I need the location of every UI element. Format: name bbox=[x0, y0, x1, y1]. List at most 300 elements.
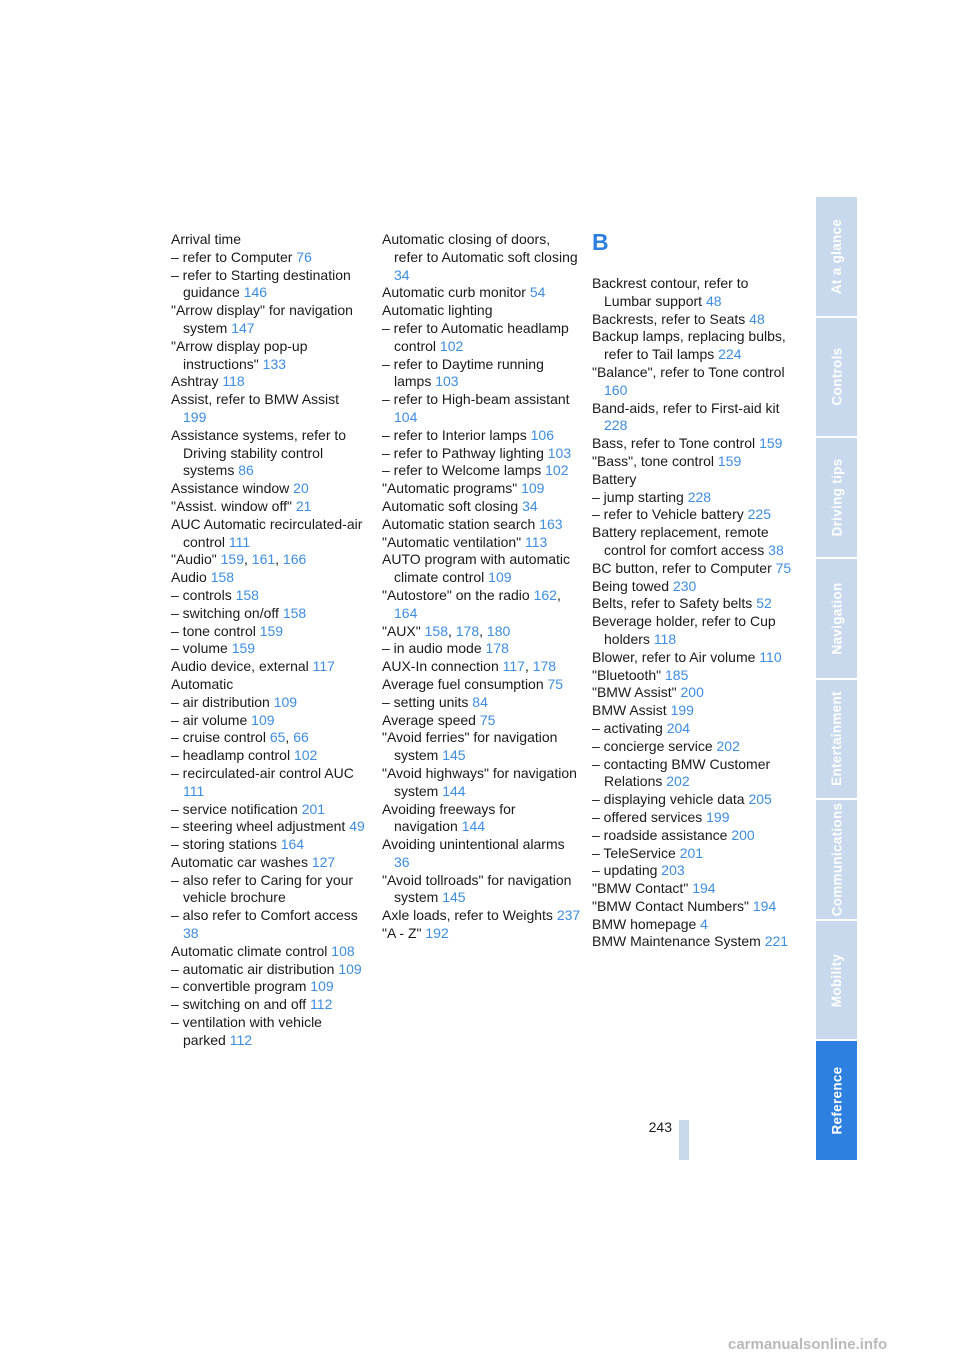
index-entry bbox=[382, 676, 582, 694]
index-entry bbox=[592, 862, 792, 880]
tab-label: Entertainment bbox=[829, 691, 845, 787]
index-entry bbox=[592, 916, 792, 934]
tab-label: Navigation bbox=[829, 582, 845, 655]
index-entry bbox=[382, 729, 582, 765]
page-reference-link[interactable]: 203 bbox=[661, 862, 685, 879]
page-reference-link[interactable]: 75 bbox=[479, 711, 496, 728]
index-entry bbox=[171, 854, 366, 872]
index-entry bbox=[171, 961, 366, 979]
index-entry-text: Average speed bbox=[382, 711, 480, 728]
page-number: 243 bbox=[648, 1119, 672, 1135]
index-entry-text: – refer to Starting destination guidance bbox=[171, 266, 351, 301]
page-reference-link[interactable]: 178 bbox=[485, 640, 509, 657]
index-entry-text: – recirculated-air control AUC bbox=[171, 764, 354, 781]
index-entry bbox=[592, 364, 792, 400]
tab-driving-tips[interactable] bbox=[816, 438, 857, 557]
index-entry bbox=[592, 649, 792, 667]
index-entry-text: Assist, refer to BMW Assist bbox=[171, 391, 340, 408]
index-entry bbox=[592, 738, 792, 756]
index-entry bbox=[171, 498, 366, 516]
page-reference-link[interactable]: 109 bbox=[488, 569, 512, 586]
index-entry-text: – steering wheel adjustment bbox=[171, 818, 350, 835]
index-column-1 bbox=[171, 231, 366, 1050]
index-entry-text: Average fuel consumption bbox=[382, 675, 548, 692]
index-entry bbox=[592, 809, 792, 827]
index-entry bbox=[171, 907, 366, 943]
index-entry-text: Automatic bbox=[171, 675, 234, 692]
index-entry-text: Automatic closing of doors, refer to Automatic soft closing bbox=[382, 231, 578, 265]
index-entry bbox=[171, 249, 366, 267]
index-entry-text: Automatic car washes bbox=[171, 853, 312, 870]
page-reference-link[interactable]: 178 bbox=[532, 658, 557, 675]
index-entry-text: – switching on/off bbox=[171, 604, 283, 621]
index-entry-text: BMW Assist bbox=[592, 702, 671, 719]
index-entry-text: – TeleService bbox=[592, 844, 680, 861]
index-entry-text: – also refer to Caring for your vehicle brochure bbox=[171, 871, 354, 906]
page-reference-link[interactable]: 164 bbox=[280, 836, 305, 853]
index-entry bbox=[382, 694, 582, 712]
tab-controls[interactable] bbox=[816, 318, 857, 437]
index-entry-text: Automatic climate control bbox=[171, 942, 332, 959]
index-entry-text: "BMW Assist" bbox=[592, 684, 681, 701]
tab-mobility[interactable] bbox=[816, 921, 857, 1040]
page-reference-link[interactable]: 66 bbox=[293, 729, 309, 746]
index-entry bbox=[171, 231, 366, 249]
index-entry-text: Assistance window bbox=[171, 480, 294, 497]
index-entry-text: "Bluetooth" bbox=[592, 666, 665, 683]
index-entry-text: Automatic lighting bbox=[382, 302, 493, 319]
index-entry-text: – controls bbox=[171, 586, 236, 603]
page-reference-link[interactable]: 178 bbox=[455, 622, 480, 639]
index-entry bbox=[382, 765, 582, 801]
index-entry bbox=[382, 534, 582, 552]
index-entry-text: BC button, refer to Computer bbox=[592, 559, 776, 576]
page-reference-link[interactable]: 158 bbox=[210, 569, 235, 586]
page-reference-link[interactable]: 161 bbox=[251, 551, 276, 568]
index-entry bbox=[382, 551, 582, 587]
index-entry bbox=[592, 933, 792, 951]
index-entry-text: – refer to Computer bbox=[171, 248, 297, 265]
index-entry-text: "BMW Contact Numbers" bbox=[592, 897, 753, 914]
page-reference-link[interactable]: 112 bbox=[229, 1031, 253, 1048]
section-tabs bbox=[816, 197, 857, 1160]
page-reference-link[interactable]: 54 bbox=[529, 284, 546, 301]
index-entry-text: Backrests, refer to Seats bbox=[592, 310, 750, 327]
page-reference-link[interactable]: 110 bbox=[759, 648, 782, 665]
index-entry bbox=[171, 996, 366, 1014]
page-reference-link[interactable]: 102 bbox=[439, 337, 464, 354]
page-reference-link[interactable]: 117 bbox=[312, 658, 335, 675]
tab-label: Mobility bbox=[829, 953, 844, 1007]
index-entry-text: – refer to Daytime running lamps bbox=[382, 355, 544, 390]
tab-reference[interactable] bbox=[816, 1041, 857, 1160]
page-reference-link[interactable]: 194 bbox=[692, 880, 716, 897]
watermark: carmanualsonline.info bbox=[728, 1336, 888, 1353]
index-entry-text: Automatic soft closing bbox=[382, 497, 523, 514]
index-entry-text: AUC Automatic recirculated-air control bbox=[171, 515, 363, 550]
index-entry-text: Battery bbox=[592, 470, 637, 487]
index-entry-text: Automatic station search bbox=[382, 515, 540, 532]
page-reference-link[interactable]: 199 bbox=[670, 702, 694, 719]
index-entry bbox=[382, 925, 582, 943]
page-reference-link[interactable]: 109 bbox=[251, 711, 275, 728]
page-reference-link[interactable]: 34 bbox=[522, 497, 538, 514]
index-entry-text: Bass, refer to Tone control bbox=[592, 435, 760, 452]
page-reference-link[interactable]: 4 bbox=[700, 915, 708, 932]
index-entry-text: – automatic air distribution bbox=[171, 960, 339, 977]
index-entry bbox=[382, 284, 582, 302]
tab-label: Controls bbox=[829, 347, 844, 406]
index-entry bbox=[171, 373, 366, 391]
page-reference-link[interactable]: 109 bbox=[521, 480, 545, 497]
page-reference-link[interactable]: 48 bbox=[705, 292, 722, 309]
index-entry-text: Assistance systems, refer to Driving stability control systems bbox=[171, 426, 347, 479]
page-reference-link[interactable]: 225 bbox=[747, 506, 771, 523]
index-entry bbox=[171, 338, 366, 374]
index-entry bbox=[592, 720, 792, 738]
page-reference-link[interactable]: 144 bbox=[461, 818, 486, 835]
page-reference-link[interactable]: 34 bbox=[394, 266, 410, 283]
page-reference-link[interactable]: 108 bbox=[331, 942, 355, 959]
index-entry-text: – switching on and off bbox=[171, 996, 311, 1013]
page-reference-link[interactable]: 163 bbox=[539, 515, 563, 532]
index-entry bbox=[592, 791, 792, 809]
index-entry bbox=[592, 684, 792, 702]
index-entry-text: – convertible program bbox=[171, 978, 311, 995]
page-reference-link[interactable]: 164 bbox=[394, 604, 418, 621]
tab-label: At a glance bbox=[829, 218, 845, 294]
index-entry-text: – setting units bbox=[382, 693, 473, 710]
index-entry bbox=[592, 702, 792, 720]
index-entry: – cruise control 65, 66 bbox=[171, 729, 309, 746]
index-entry-text: "Arrow display pop-up instructions" bbox=[171, 337, 308, 372]
index-entry bbox=[171, 605, 366, 623]
index-entry-text: Ashtray bbox=[171, 373, 223, 390]
index-entry-text: – refer to Automatic headlamp control bbox=[382, 319, 569, 354]
index-entry bbox=[592, 595, 792, 613]
index-entry-text: – updating bbox=[592, 862, 662, 879]
index-entry-text: – air volume bbox=[171, 711, 252, 728]
index-entry bbox=[382, 427, 582, 445]
index-entry bbox=[592, 667, 792, 685]
index-column-2 bbox=[382, 231, 582, 943]
index-entry: "Audio" 159, 161, 166 bbox=[171, 551, 307, 568]
index-entry-text: – tone control bbox=[171, 622, 260, 639]
index-entry-text: – concierge service bbox=[592, 737, 717, 754]
index-entry-text: Backup lamps, replacing bulbs, refer to Tail lamps bbox=[592, 328, 786, 363]
index-entry-text: "Avoid ferries" for navigation system bbox=[382, 729, 558, 764]
page-reference-link[interactable]: 159 bbox=[717, 452, 742, 469]
page-reference-link[interactable]: 104 bbox=[394, 408, 418, 425]
page-reference-link[interactable]: 75 bbox=[775, 559, 792, 576]
index-entry bbox=[382, 320, 582, 356]
page-reference-link[interactable]: 228 bbox=[687, 488, 712, 505]
index-entry bbox=[171, 765, 366, 801]
page-reference-link[interactable]: 146 bbox=[243, 284, 268, 301]
index-entry-text: "Bass", tone control bbox=[592, 452, 718, 469]
page-reference-link[interactable]: 49 bbox=[349, 818, 365, 835]
index-entry-text: – also refer to Comfort access bbox=[171, 907, 358, 924]
index-entry bbox=[592, 524, 792, 560]
page-reference-link[interactable]: 159 bbox=[759, 435, 783, 452]
page-reference-link[interactable]: 113 bbox=[525, 533, 548, 550]
index-entry-text: Audio bbox=[171, 569, 211, 586]
index-entry-text: "Balance", refer to Tone control bbox=[592, 363, 785, 380]
page-reference-link[interactable]: 202 bbox=[666, 773, 690, 790]
page-reference-link[interactable]: 38 bbox=[768, 541, 784, 558]
index-entry-text: Beverage holder, refer to Cup holders bbox=[592, 613, 776, 647]
page-reference-link[interactable]: 145 bbox=[442, 747, 466, 764]
page-reference-link[interactable]: 127 bbox=[311, 853, 336, 870]
page-reference-link[interactable]: 111 bbox=[228, 533, 251, 550]
page-reference-link[interactable]: 103 bbox=[435, 373, 459, 390]
index-entry bbox=[171, 978, 366, 996]
page-reference-link[interactable]: 144 bbox=[442, 782, 466, 799]
index-entry bbox=[171, 640, 366, 658]
page-reference-link[interactable]: 109 bbox=[273, 693, 298, 710]
page-number-bar bbox=[679, 1120, 689, 1160]
page-reference-link[interactable]: 237 bbox=[556, 907, 581, 924]
index-entry bbox=[382, 480, 582, 498]
page-reference-link[interactable]: 159 bbox=[259, 622, 284, 639]
index-entry bbox=[171, 818, 366, 836]
index-entry-text: – ventilation with vehicle parked bbox=[171, 1014, 322, 1048]
index-column-3 bbox=[592, 231, 792, 951]
index-entry-text: "Automatic programs" bbox=[382, 480, 522, 497]
page-reference-link[interactable]: 112 bbox=[310, 996, 333, 1013]
index-entry bbox=[592, 880, 792, 898]
page-reference-link[interactable]: 158 bbox=[282, 604, 307, 621]
index-entry bbox=[382, 712, 582, 730]
page-reference-link[interactable]: 117 bbox=[502, 658, 525, 675]
tab-at-a-glance[interactable] bbox=[816, 197, 857, 316]
index-entry bbox=[592, 560, 792, 578]
index-entry-text: "A - Z" bbox=[382, 925, 426, 942]
page-reference-link[interactable]: 185 bbox=[665, 666, 689, 683]
index-entry bbox=[592, 328, 792, 364]
index-entry bbox=[171, 587, 366, 605]
index-entry-text: "Audio" bbox=[171, 551, 221, 568]
index-entry-text: Blower, refer to Air volume bbox=[592, 648, 760, 665]
index-entry bbox=[592, 435, 792, 453]
page-reference-link[interactable]: 106 bbox=[530, 426, 554, 443]
index-entry-text: Avoiding unintentional alarms bbox=[382, 836, 565, 853]
page-reference-link[interactable]: 109 bbox=[310, 978, 334, 995]
index-entry bbox=[382, 836, 582, 872]
page-reference-link[interactable]: 76 bbox=[296, 248, 312, 265]
page-reference-link[interactable]: 111 bbox=[183, 782, 205, 799]
index-entry-text: – cruise control bbox=[171, 729, 270, 746]
index-entry-text: BMW homepage bbox=[592, 915, 701, 932]
index-entry-text: Belts, refer to Safety belts bbox=[592, 595, 757, 612]
page-reference-link[interactable]: 20 bbox=[293, 480, 309, 497]
index-entry-text: "Arrow display" for navigation system bbox=[171, 302, 353, 336]
page-reference-link[interactable]: 201 bbox=[301, 800, 326, 817]
index-entry bbox=[171, 694, 366, 712]
index-entry-text: BMW Maintenance System bbox=[592, 933, 765, 950]
index-entry: "Autostore" on the radio 162, 164 bbox=[382, 586, 561, 621]
page-reference-link[interactable]: 205 bbox=[748, 791, 772, 808]
index-entry-text: "Avoid tollroads" for navigation system bbox=[382, 871, 572, 906]
page-reference-link[interactable]: 102 bbox=[545, 462, 569, 479]
index-entry-text: – roadside assistance bbox=[592, 826, 732, 843]
index-entry-text: – refer to Welcome lamps bbox=[382, 462, 546, 479]
index-entry-text: Battery replacement, remote control for comfort access bbox=[592, 524, 769, 558]
page-reference-link[interactable]: 204 bbox=[666, 719, 691, 736]
index-entry-text: "Autostore" on the radio bbox=[382, 586, 534, 603]
page-reference-link[interactable]: 199 bbox=[706, 808, 730, 825]
page-reference-link[interactable]: 201 bbox=[679, 844, 704, 861]
page-reference-link[interactable]: 145 bbox=[442, 889, 466, 906]
page-reference-link[interactable]: 36 bbox=[394, 853, 410, 870]
index-entry bbox=[171, 267, 366, 303]
index-entry bbox=[592, 400, 792, 436]
index-entry bbox=[171, 480, 366, 498]
index-entry-text: – headlamp control bbox=[171, 747, 294, 764]
index-entry-text: Axle loads, refer to Weights bbox=[382, 907, 557, 924]
tab-communications[interactable] bbox=[816, 800, 857, 919]
index-entry bbox=[171, 943, 366, 961]
page-reference-link[interactable]: 221 bbox=[764, 933, 789, 950]
page-reference-link[interactable]: 147 bbox=[231, 319, 255, 336]
index-entry-text: – air distribution bbox=[171, 693, 274, 710]
index-entry bbox=[171, 391, 366, 427]
page-reference-link[interactable]: 192 bbox=[425, 925, 449, 942]
index-entry bbox=[592, 311, 792, 329]
page-reference-link[interactable]: 199 bbox=[183, 408, 207, 425]
index-entry-text: Automatic curb monitor bbox=[382, 284, 530, 301]
index-entry bbox=[171, 427, 366, 480]
index-entry bbox=[382, 231, 582, 284]
page-reference-link[interactable]: 118 bbox=[222, 373, 245, 390]
page-reference-link[interactable]: 133 bbox=[262, 355, 287, 372]
index-entry-text: AUTO program with automatic climate control bbox=[382, 551, 571, 586]
page-reference-link[interactable]: 38 bbox=[183, 925, 199, 942]
index-entry-text: – refer to High-beam assistant bbox=[382, 391, 570, 408]
index-entry-text: – volume bbox=[171, 640, 232, 657]
index-entry bbox=[382, 356, 582, 392]
index-entry bbox=[592, 275, 792, 311]
index-entry bbox=[592, 827, 792, 845]
page-reference-link[interactable]: 158 bbox=[424, 622, 448, 639]
index-entry-text: – displaying vehicle data bbox=[592, 791, 749, 808]
index-entry bbox=[382, 391, 582, 427]
index-entry-text: – jump starting bbox=[592, 488, 688, 505]
index-entry bbox=[171, 1014, 366, 1050]
index-entry-text: – activating bbox=[592, 719, 667, 736]
page-reference-link[interactable]: 162 bbox=[533, 586, 557, 603]
index-entry bbox=[382, 462, 582, 480]
page-reference-link[interactable]: 159 bbox=[220, 551, 244, 568]
index-entry bbox=[592, 898, 792, 916]
page-reference-link[interactable]: 180 bbox=[486, 622, 511, 639]
index-entry bbox=[382, 872, 582, 908]
tab-label: Communications bbox=[829, 802, 844, 917]
page-reference-link[interactable]: 166 bbox=[282, 551, 307, 568]
index-entry bbox=[171, 569, 366, 587]
page-reference-link[interactable]: 194 bbox=[752, 897, 777, 914]
index-entry-text: "Assist. window off" bbox=[171, 497, 296, 514]
index-entry bbox=[592, 506, 792, 524]
index-entry-text: "Automatic ventilation" bbox=[382, 533, 526, 550]
page-reference-link[interactable]: 228 bbox=[604, 417, 628, 434]
index-entry bbox=[592, 756, 792, 792]
index-entry bbox=[382, 302, 582, 320]
page-reference-link[interactable]: 230 bbox=[672, 577, 697, 594]
index-entry bbox=[592, 453, 792, 471]
index-entry-text: – refer to Pathway lighting bbox=[382, 444, 548, 461]
index-entry-text: Avoiding freeways for navigation bbox=[382, 800, 516, 835]
index-entry-text: – refer to Vehicle battery bbox=[592, 506, 748, 523]
page-reference-link[interactable]: 21 bbox=[295, 497, 312, 514]
index-entry bbox=[382, 801, 582, 837]
index-entry: "AUX" 158, 178, 180 bbox=[382, 622, 511, 639]
page-reference-link[interactable]: 202 bbox=[716, 737, 740, 754]
index-entry-text: Audio device, external bbox=[171, 658, 313, 675]
page-reference-link[interactable]: 102 bbox=[293, 747, 318, 764]
index-entry-text: – offered services bbox=[592, 808, 707, 825]
index-entry bbox=[592, 489, 792, 507]
page-reference-link[interactable]: 200 bbox=[731, 826, 755, 843]
index-entry bbox=[171, 516, 366, 552]
index-entry-text: – storing stations bbox=[171, 836, 281, 853]
index-entry bbox=[171, 302, 366, 338]
index-entry: AUX-In connection 117, 178 bbox=[382, 658, 557, 675]
index-entry bbox=[592, 613, 792, 649]
index-entry-text: Arrival time bbox=[171, 231, 242, 247]
index-entry bbox=[171, 801, 366, 819]
page-reference-link[interactable]: 75 bbox=[547, 675, 564, 692]
page-reference-link[interactable]: 160 bbox=[604, 381, 628, 398]
page-reference-link[interactable]: 224 bbox=[718, 346, 742, 363]
index-entry bbox=[171, 712, 366, 730]
index-entry-text: – contacting BMW Customer Relations bbox=[592, 755, 771, 790]
page-reference-link[interactable]: 200 bbox=[680, 684, 704, 701]
index-entry-text: "AUX" bbox=[382, 622, 425, 639]
page-reference-link[interactable]: 103 bbox=[547, 444, 572, 461]
page-reference-link[interactable]: 86 bbox=[238, 462, 254, 479]
index-entry-text: "BMW Contact" bbox=[592, 880, 693, 897]
index-entry bbox=[171, 747, 366, 765]
page-reference-link[interactable]: 109 bbox=[338, 960, 362, 977]
page-reference-link[interactable]: 159 bbox=[231, 640, 256, 657]
index-entry bbox=[382, 445, 582, 463]
page-reference-link[interactable]: 158 bbox=[235, 586, 259, 603]
tab-label: Reference bbox=[829, 1066, 844, 1135]
index-entry-text: – refer to Interior lamps bbox=[382, 426, 531, 443]
index-entry-text: AUX-In connection bbox=[382, 658, 503, 675]
tab-entertainment[interactable] bbox=[816, 680, 857, 799]
page-reference-link[interactable]: 84 bbox=[472, 693, 488, 710]
index-entry bbox=[382, 516, 582, 534]
index-entry bbox=[382, 907, 582, 925]
tab-navigation[interactable] bbox=[816, 559, 857, 678]
index-entry-text: Being towed bbox=[592, 577, 673, 594]
index-entry bbox=[592, 845, 792, 863]
index-entry bbox=[171, 676, 366, 694]
page-reference-link[interactable]: 52 bbox=[756, 595, 772, 612]
index-entry-text: – service notification bbox=[171, 800, 302, 817]
page-reference-link[interactable]: 118 bbox=[653, 630, 677, 647]
index-entry bbox=[592, 471, 792, 489]
page-reference-link[interactable]: 65 bbox=[269, 729, 286, 746]
index-entry bbox=[171, 836, 366, 854]
page-reference-link[interactable]: 48 bbox=[749, 310, 765, 327]
index-entry bbox=[382, 640, 582, 658]
index-entry bbox=[171, 872, 366, 908]
index-entry-text: "Avoid highways" for navigation system bbox=[382, 764, 577, 799]
tab-label: Driving tips bbox=[829, 458, 845, 537]
